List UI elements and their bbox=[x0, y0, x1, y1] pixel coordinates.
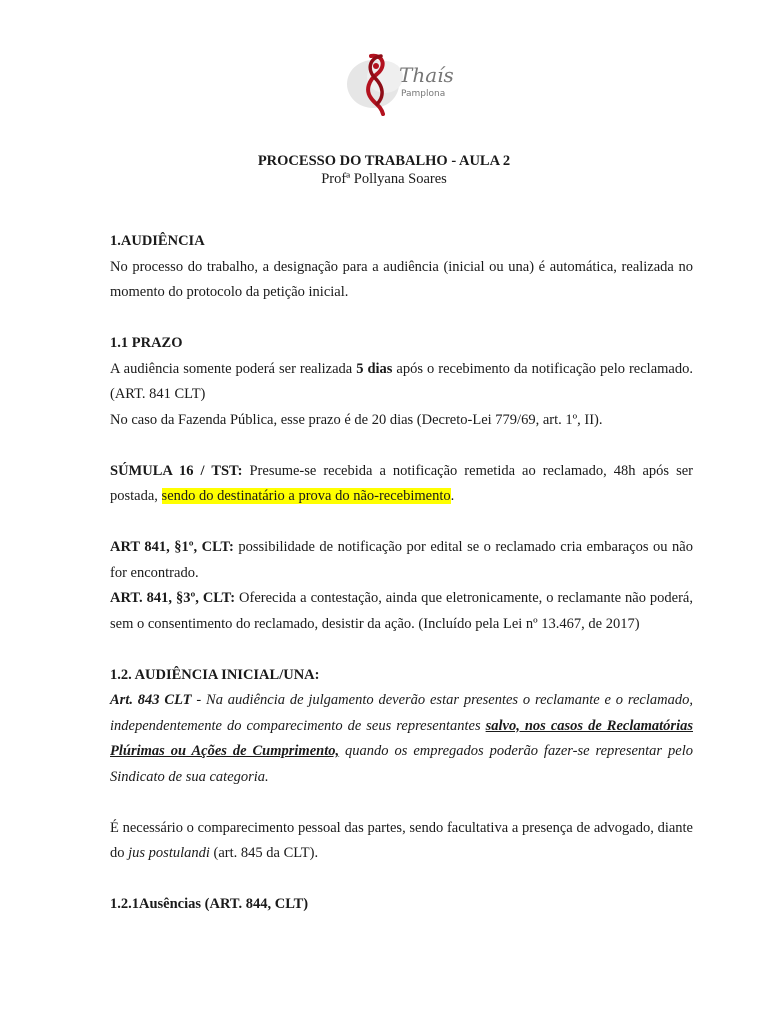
title-block bbox=[0, 152, 768, 188]
emphasized-text: salvo, nos casos de Reclamatórias Plúrimas ou Ações de Cumprimento, bbox=[110, 717, 693, 759]
section-heading-ausencias: 1.2.1Ausências (ART. 844, CLT) bbox=[110, 896, 309, 912]
document-title: PROCESSO DO TRABALHO - AULA 2 bbox=[257, 153, 511, 169]
section-heading-audiencia: 1.AUDIÊNCIA bbox=[110, 233, 205, 249]
paragraph-art-841-par3: ART. 841, §3º, CLT: Oferecida a contestação, ainda que eletronicamente, o reclamante não poderá, sem o consentimento do reclamado, desistir da ação. (Incluído pela Lei nº 13.467, de 2017) bbox=[110, 590, 693, 632]
paragraph-comparecimento: É necessário o comparecimento pessoal das partes, sendo facultativa a presença de advogado, diante do jus postulandi (art. 845 da CLT). bbox=[110, 819, 693, 861]
document-body bbox=[110, 229, 693, 918]
document-subtitle: Profª Pollyana Soares bbox=[321, 171, 447, 187]
paragraph-sumula-16: SÚMULA 16 / TST: Presume-se recebida a notificação remetida ao reclamado, 48h após ser postada, sendo do destinatário a prova do não-recebimento. bbox=[110, 462, 693, 504]
logo-subname: Pamplona bbox=[401, 89, 446, 99]
section-heading-prazo: 1.1 PRAZO bbox=[110, 335, 183, 351]
paragraph-art-841-par1: ART 841, §1º, CLT: possibilidade de notificação por edital se o reclamado cria embaraços ou não for encontrado. bbox=[110, 539, 693, 581]
paragraph-fazenda-publica: No caso da Fazenda Pública, esse prazo é de 20 dias (Decreto-Lei 779/69, art. 1º, II). bbox=[110, 411, 603, 428]
paragraph-audiencia: No processo do trabalho, a designação para a audiência (inicial ou una) é automática, realizada no momento do protocolo da petição inicial. bbox=[110, 258, 693, 300]
sumula-label: SÚMULA 16 / TST: bbox=[110, 462, 243, 479]
paragraph-art-843: Art. 843 CLT - Na audiência de julgamento deverão estar presentes o reclamante e o reclamado, independentemente do comparecimento de seus representantes salvo, nos casos de Reclamatórias Plúrimas ou Ações de Cumprimento, quando os empregados poderão fazer-se representar pelo Sindicato de sua categoria. bbox=[110, 692, 693, 785]
section-heading-audiencia-inicial: 1.2. AUDIÊNCIA INICIAL/UNA: bbox=[110, 666, 320, 683]
paragraph-prazo: A audiência somente poderá ser realizada 5 dias após o recebimento da notificação pelo reclamado. (ART. 841 CLT) bbox=[110, 360, 693, 402]
highlighted-text: sendo do destinatário a prova do não-recebimento bbox=[161, 488, 451, 504]
logo-name: Thaís bbox=[399, 63, 454, 87]
logo bbox=[343, 44, 481, 124]
